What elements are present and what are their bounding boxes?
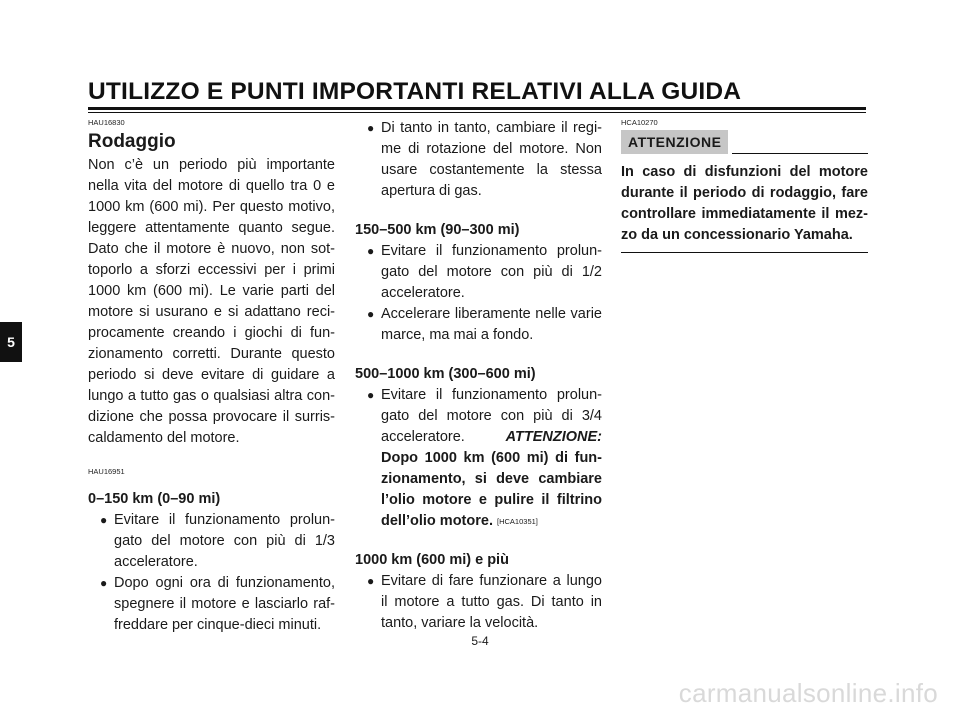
list-item: ● Evitare il funzionamento prolun-gato del motore con più di 1/3 acceleratore. xyxy=(100,512,335,570)
list-item: ● Dopo ogni ora di funzionamento, spegnere il motore e lasciarlo raf-freddare per cinque-dieci minuti. xyxy=(100,575,335,633)
bullet-icon: ● xyxy=(367,121,375,135)
list-item: ● Accelerare liberamente nelle varie marce, ma mai a fondo. xyxy=(367,306,602,343)
attention-label: ATTENZIONE xyxy=(621,130,728,154)
subheading-1000-plus: 1000 km (600 mi) e più xyxy=(355,552,509,568)
bullet-icon: ● xyxy=(367,574,375,588)
bullet-list xyxy=(355,241,602,346)
bullet-icon: ● xyxy=(367,388,375,402)
attention-rule xyxy=(732,153,868,154)
subheading-0-150: 0–150 km (0–90 mi) xyxy=(88,491,221,507)
bullet-list xyxy=(88,510,335,636)
ref-tag: [HCA10351] xyxy=(497,517,538,526)
bullet-list xyxy=(355,571,602,634)
attention-box-text: In caso di disfunzioni del motore durante il periodo di rodaggio, fare controllare immediatamente il mez-zo da un concessionario Yamaha. xyxy=(621,162,868,253)
attention-text: Dopo 1000 km (600 mi) di fun-zionamento, si deve cambiare l’olio motore e pulire il filtrino dell’olio motore. xyxy=(381,450,602,529)
bullet-list xyxy=(355,118,602,202)
intro-paragraph: Non c’è un periodo più importante nella vita del motore di quello tra 0 e 1000 km (600 mi). Per questo motivo, leggere attentamente quanto segue. Dato che il motore è nuovo, non sot-toporlo a sforzi eccessivi per i primi 1000 km (600 mi). Le varie parti del motore si usurano e si adattano reci-procamente creando i giochi di fun-zionamento corretti. Durante questo periodo si deve evitare di guidare a lungo a tutto gas o qualsiasi altra con-dizione che possa provocare il surris-caldamento del motore. xyxy=(88,157,335,446)
bullet-icon: ● xyxy=(367,307,375,321)
column-3 xyxy=(621,118,868,253)
ref-code: HAU16951 xyxy=(88,467,125,476)
page-number: 5-4 xyxy=(471,634,489,648)
ref-code: HAU16830 xyxy=(88,118,125,127)
list-item: ● Evitare il funzionamento prolun-gato del motore con più di 1/2 acceleratore. xyxy=(367,243,602,301)
bullet-icon: ● xyxy=(100,513,108,527)
list-item: ● Di tanto in tanto, cambiare il regi-me di rotazione del motore. Non usare costantemente la stessa apertura di gas. xyxy=(367,120,602,199)
column-2 xyxy=(355,118,602,634)
ref-code: HCA10270 xyxy=(621,118,658,127)
attention-header xyxy=(621,130,868,154)
page-title: UTILIZZO E PUNTI IMPORTANTI RELATIVI ALLA GUIDA xyxy=(88,78,742,105)
column-1 xyxy=(88,118,335,636)
subheading-150-500: 150–500 km (90–300 mi) xyxy=(355,222,520,238)
watermark: carmanualsonline.info xyxy=(678,678,938,708)
bullet-list xyxy=(355,385,602,532)
section-heading: Rodaggio xyxy=(88,131,176,152)
subheading-500-1000: 500–1000 km (300–600 mi) xyxy=(355,366,536,382)
title-rule-thin xyxy=(88,112,866,113)
chapter-tab: 5 xyxy=(0,322,22,362)
bullet-icon: ● xyxy=(100,576,108,590)
list-item: ● Evitare di fare funzionare a lungo il motore a tutto gas. Di tanto in tanto, variare la velocità. xyxy=(367,573,602,631)
title-rule xyxy=(88,107,866,110)
list-item: ● Evitare il funzionamento prolun-gato del motore con più di 3/4 acceleratore. ATTENZIONE: Dopo 1000 km (600 mi) di fun-zionamento, si deve cambiare l’olio motore e pulire il filtrino dell’olio motore. [HCA10351] xyxy=(367,387,602,529)
attention-inline: ATTENZIONE: xyxy=(505,429,602,445)
bullet-icon: ● xyxy=(367,244,375,258)
